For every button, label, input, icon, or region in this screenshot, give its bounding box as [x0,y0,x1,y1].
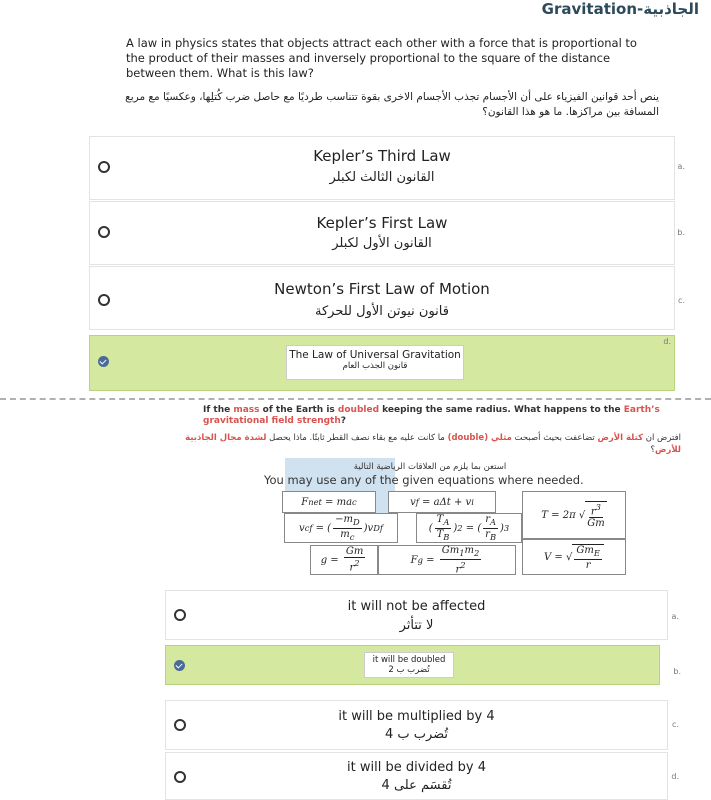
highlight-doubled: doubled [337,405,380,415]
option-label-ar: تُضرب ب 4 [384,727,449,742]
equation-period: T = 2π √ $\frac{r^3}{Gm}$ [522,491,626,539]
text-part: ؟ [650,445,656,455]
option-letter: d. [663,337,671,346]
option-label-en: it will be multiplied by 4 [338,709,495,724]
option-label-en: Newton’s First Law of Motion [274,280,490,298]
option-label-en: it will not be affected [347,599,486,614]
q2-option-d[interactable] [165,752,668,800]
option-label-en: The Law of Universal Gravitation [289,349,461,361]
equation-collision: v cf = ( $\frac{-m_D}{m_c}$ )v Df [284,513,398,543]
highlight-field: Earth’s gravitational field strength [203,405,660,426]
checked-radio-icon[interactable] [174,660,185,671]
equation-orbital-speed: V = √ $\frac{Gm_E}{r}$ [522,539,626,575]
highlight-field: لشدة مجال الجاذبية للأرض [185,433,681,455]
option-letter: c. [672,720,679,729]
answer-box [286,345,464,380]
equations-instruction-en: You may use any of the given equations where needed. [264,473,584,487]
text-part: If the [203,405,234,415]
question2-text-ar [161,432,681,456]
q2-option-a[interactable] [165,590,668,640]
equation-velocity: v f = aΔt + v i [388,491,496,513]
option-letter: b. [673,667,681,676]
equation-field-strength: g = $\frac{Gm}{r^2}$ [310,545,378,575]
text-part: of the Earth is [259,405,338,415]
text-part: افترض ان [643,433,681,443]
option-label-ar: القانون الثالث لكبلر [329,170,435,185]
option-label-en: Kepler’s Third Law [313,147,451,165]
highlight-mass: mass [233,405,260,415]
option-letter: a. [671,612,679,621]
equations-instruction-ar: استعن بما يلزم من العلاقات الرياضية التالية [353,462,507,472]
text-part: ? [340,416,346,426]
text-part: تضاعفت بحيث أصبحت [511,433,598,443]
page-title: الجاذبية-Gravitation [541,0,699,18]
q1-option-c[interactable] [89,266,675,330]
highlight-double: مثلي (double) [447,433,512,443]
option-label-en: it will be divided by 4 [347,760,486,775]
question1-text-ar: ينص أحد قوانين الفيزياء على أن الأجسام تجذب الأجسام الاخرى بقوة تتناسب طرديًا مع حاصل ضرب كُتلِها، وعكسيًا مع مربع المسافة بين مراكزها. ما هو هذا القانون؟ [125,91,659,118]
option-label-ar: لا تتأثر [399,618,434,633]
option-letter: b. [677,228,685,237]
text-part: keeping the same radius. What happens to the [379,405,624,415]
highlight-mass: كتلة الأرض [597,433,644,443]
section-divider [0,398,711,400]
text-part: ما كانت عليه مع بقاء نصف القطر ثابتًا. ماذا يحصل [266,433,448,443]
q1-option-a[interactable] [89,136,675,200]
q1-option-b[interactable] [89,201,675,265]
answer-box [364,652,454,678]
equation-gravitational-force: F g = $\frac{Gm_1m_2}{r^2}$ [378,545,516,575]
q2-option-b[interactable] [165,645,660,685]
question1-text-en: A law in physics states that objects attract each other with a force that is proportional to the product of their masses and inversely proportional to the square of the distance between them. What is this law? [126,36,637,80]
option-letter: d. [671,772,679,781]
option-label-en: it will be doubled [372,655,446,665]
option-label-ar: تُقسَم على 4 [381,778,452,793]
option-letter: a. [677,162,685,171]
option-label-ar: قانون الجذب العام [342,361,408,371]
question2-text-en [203,405,693,427]
option-label-ar: تُضرب ب 2 [388,665,430,675]
equation-newton-second: F net = ma c [282,491,376,513]
option-letter: c. [678,296,685,305]
q2-option-c[interactable] [165,700,668,750]
option-label-ar: قانون نيوتن الأول للحركة [315,304,449,319]
option-label-en: Kepler’s First Law [316,214,448,232]
q1-option-d[interactable] [89,335,675,391]
checked-radio-icon[interactable] [98,356,109,367]
option-label-ar: القانون الأول لكبلر [332,236,432,251]
equation-kepler-third: ( $\frac{T_A}{T_B}$ ) 2 = ( $\frac{r_A}{r_B}$ ) 3 [416,513,522,543]
